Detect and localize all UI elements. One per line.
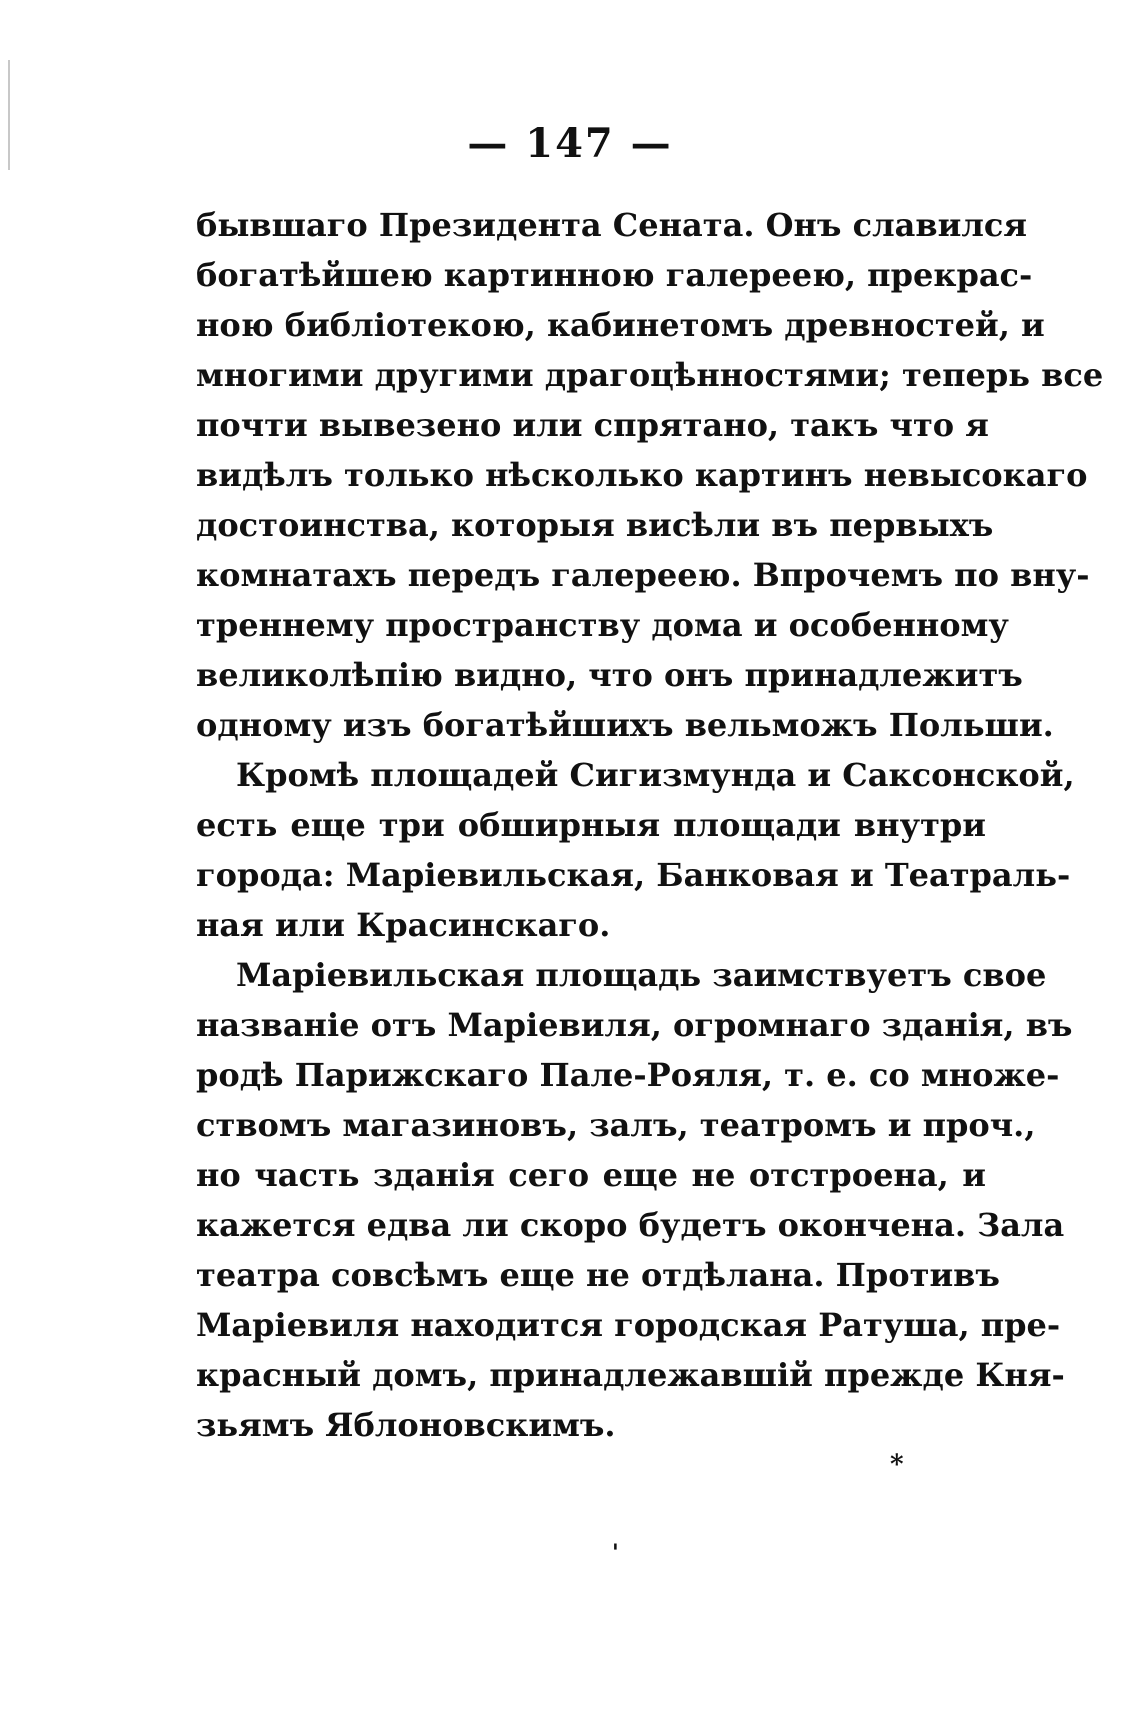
- paragraph-1: [196, 200, 1104, 750]
- ink-speck: ': [612, 1540, 619, 1566]
- text-line: зьямъ Яблоновскимъ.: [196, 1406, 616, 1444]
- paragraph-2: [196, 750, 1075, 950]
- text-line: родѣ Парижскаго Пале-Рояля, т. е. со множе-: [196, 1056, 1060, 1094]
- asterisk-mark: *: [890, 1450, 904, 1480]
- text-line: бывшаго Президента Сената. Онъ славился: [196, 206, 1028, 244]
- text-line: Маріевильская площадь заимствуетъ свое: [236, 956, 1047, 994]
- text-line: красный домъ, принадлежавшій прежде Кня-: [196, 1356, 1065, 1394]
- text-line: театра совсѣмъ еще не отдѣлана. Противъ: [196, 1256, 1000, 1294]
- text-line: есть еще три обширныя площади внутри: [196, 806, 986, 844]
- text-line: видѣлъ только нѣсколько картинъ невысокаго: [196, 456, 1088, 494]
- text-line: великолѣпію видно, что онъ принадлежитъ: [196, 656, 1023, 694]
- text-line: ною библіотекою, кабинетомъ древностей, и: [196, 306, 1045, 344]
- text-line: многими другими драгоцѣнностями; теперь все: [196, 356, 1104, 394]
- text-line: почти вывезено или спрятано, такъ что я: [196, 406, 989, 444]
- text-line: ная или Красинскаго.: [196, 906, 611, 944]
- text-line: но часть зданія сего еще не отстроена, и: [196, 1156, 986, 1194]
- text-line: достоинства, которыя висѣли въ первыхъ: [196, 506, 994, 544]
- text-line: комнатахъ передъ галереею. Впрочемъ по вну-: [196, 556, 1090, 594]
- text-line: названіе отъ Маріевиля, огромнаго зданія, въ: [196, 1006, 1073, 1044]
- text-line: города: Маріевильская, Банковая и Театраль-: [196, 856, 1071, 894]
- text-line: треннему пространству дома и особенному: [196, 606, 1009, 644]
- text-line: Маріевиля находится городская Ратуша, пре-: [196, 1306, 1061, 1344]
- text-line: одному изъ богатѣйшихъ вельможъ Польши.: [196, 706, 1054, 744]
- text-line: Кромѣ площадей Сигизмунда и Саксонской,: [236, 756, 1075, 794]
- text-line: богатѣйшею картинною галереею, прекрас-: [196, 256, 1033, 294]
- text-line: ствомъ магазиновъ, залъ, театромъ и проч.,: [196, 1106, 1036, 1144]
- paragraph-3: [196, 950, 1073, 1450]
- text-line: кажется едва ли скоро будетъ окончена. Зала: [196, 1206, 1065, 1244]
- body-text: [196, 200, 1104, 1450]
- page-number: — 147 —: [467, 120, 673, 167]
